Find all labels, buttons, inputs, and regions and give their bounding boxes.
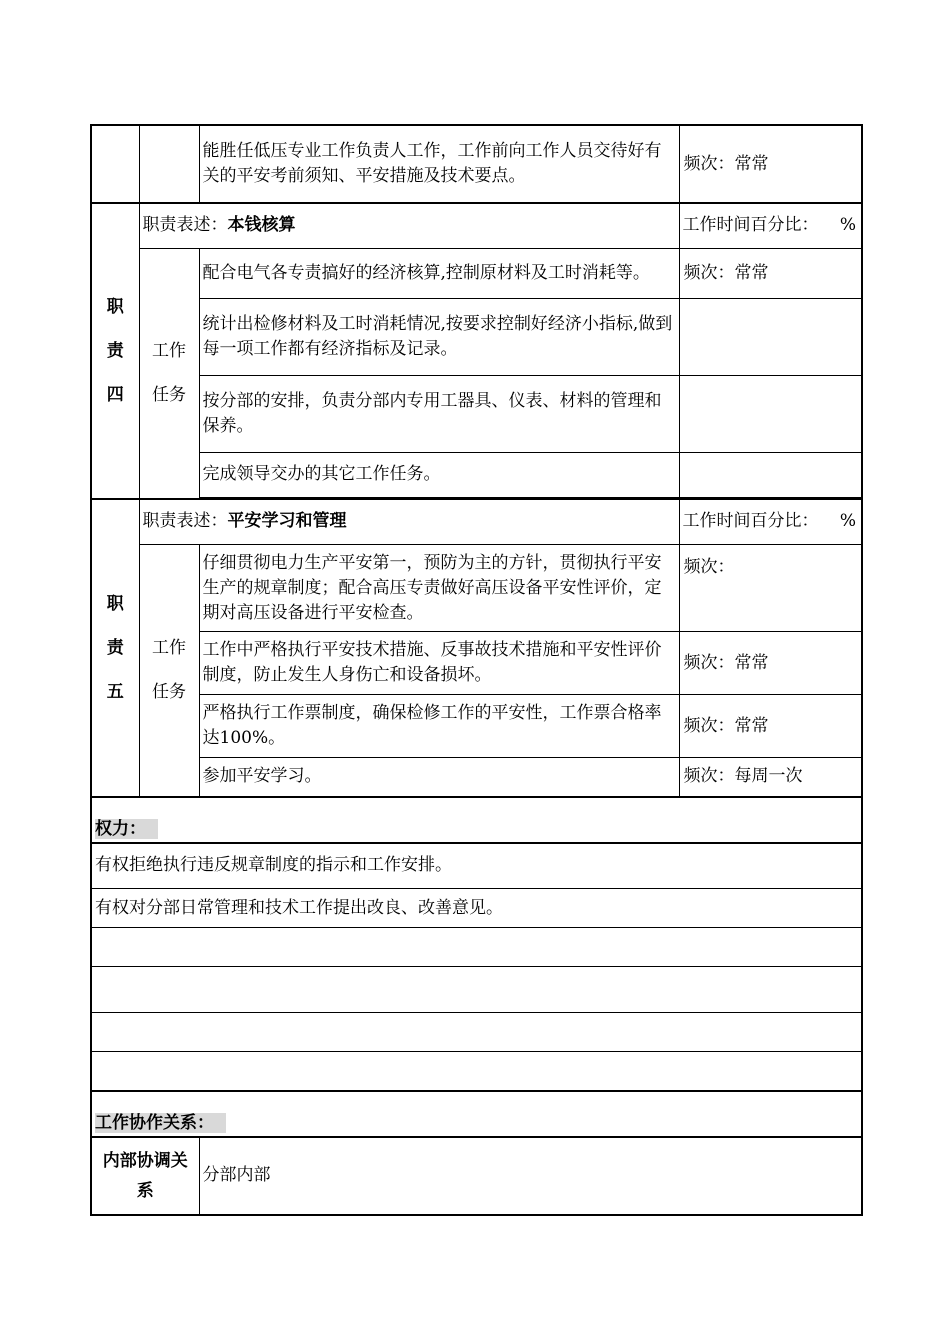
task-label-line: 任务 <box>152 385 186 405</box>
duty-5-char: 责 <box>106 637 124 658</box>
percent-sign: % <box>839 511 856 532</box>
frequency <box>679 298 862 375</box>
duty-5-label <box>91 499 139 797</box>
frequency: 频次：常常 <box>679 695 862 758</box>
task-text: 工作中严格执行平安技术措施、反事故技术措施和平安性评价制度，防止发生人身伤亡和设备损坏。 <box>199 632 679 695</box>
duty-desc-prefix: 职责表述： <box>142 215 228 236</box>
time-percent-label: 工作时间百分比： <box>682 511 819 532</box>
percent-sign: % <box>839 215 856 236</box>
task-text: 完成领导交办的其它工作任务。 <box>199 452 679 497</box>
collab-heading-text: 工作协作关系： <box>95 1113 226 1133</box>
duty-4-task-label <box>139 248 199 499</box>
duty-desc-prefix: 职责表述： <box>142 511 228 532</box>
duty-4-char: 责 <box>106 340 124 361</box>
job-description-page <box>90 124 861 1216</box>
duty-5-description <box>139 499 679 545</box>
task-text: 按分部的安排，负责分部内专用工器具、仪表、材料的管理和保养。 <box>199 375 679 452</box>
frequency <box>679 375 862 452</box>
duty-5-char: 职 <box>106 593 124 614</box>
power-item <box>91 1013 862 1052</box>
task-text: 严格执行工作票制度，确保检修工作的平安性，工作票合格率达100%。 <box>199 695 679 758</box>
power-item <box>91 928 862 967</box>
power-heading <box>91 797 862 843</box>
duty-5-time-percent <box>679 499 862 545</box>
duty-4-char: 四 <box>106 384 124 405</box>
task-label-line: 任务 <box>152 682 186 703</box>
duty-5-char: 五 <box>106 681 124 702</box>
internal-collab-label: 内部协调关系 <box>91 1137 199 1215</box>
task-text: 统计出检修材料及工时消耗情况,按要求控制好经济小指标,做到每一项工作都有经济指标及记录。 <box>199 298 679 375</box>
power-item <box>91 1052 862 1091</box>
frequency: 频次：常常 <box>679 248 862 298</box>
duty-4-char: 职 <box>106 296 124 317</box>
power-heading-text: 权力： <box>95 819 158 839</box>
blank-cell <box>91 125 139 203</box>
internal-collab-value: 分部内部 <box>199 1137 862 1215</box>
duty-4-description <box>139 203 679 248</box>
task-label-line: 工作 <box>152 341 186 361</box>
duty-5-title: 平安学习和管理 <box>227 511 347 532</box>
frequency <box>679 452 862 497</box>
time-percent-label: 工作时间百分比： <box>682 215 819 236</box>
task-text: 仔细贯彻电力生产平安第一，预防为主的方针，贯彻执行平安生产的规章制度；配合高压专责做好高压设备平安性评价，定期对高压设备进行平安检查。 <box>199 545 679 632</box>
frequency: 频次：每周一次 <box>679 758 862 797</box>
power-item: 有权对分部日常管理和技术工作提出改良、改善意见。 <box>91 889 862 928</box>
power-item <box>91 967 862 1013</box>
job-description-table <box>90 124 863 1216</box>
task-text: 参加平安学习。 <box>199 758 679 797</box>
duty-4-title: 本钱核算 <box>227 215 296 236</box>
task-text: 配合电气各专责搞好的经济核算,控制原材料及工时消耗等。 <box>199 248 679 298</box>
collab-heading <box>91 1091 862 1137</box>
task-label-line: 工作 <box>152 638 186 659</box>
duty-4-time-percent <box>679 203 862 248</box>
frequency: 频次：常常 <box>679 632 862 695</box>
duty-5-task-label <box>139 545 199 797</box>
blank-cell <box>139 125 199 203</box>
duty-4-label <box>91 203 139 499</box>
power-item: 有权拒绝执行违反规章制度的指示和工作安排。 <box>91 843 862 889</box>
task-text: 能胜任低压专业工作负责人工作，工作前向工作人员交待好有关的平安考前须知、平安措施及技术要点。 <box>199 125 679 203</box>
frequency: 频次： <box>679 545 862 632</box>
frequency: 频次：常常 <box>679 125 862 203</box>
